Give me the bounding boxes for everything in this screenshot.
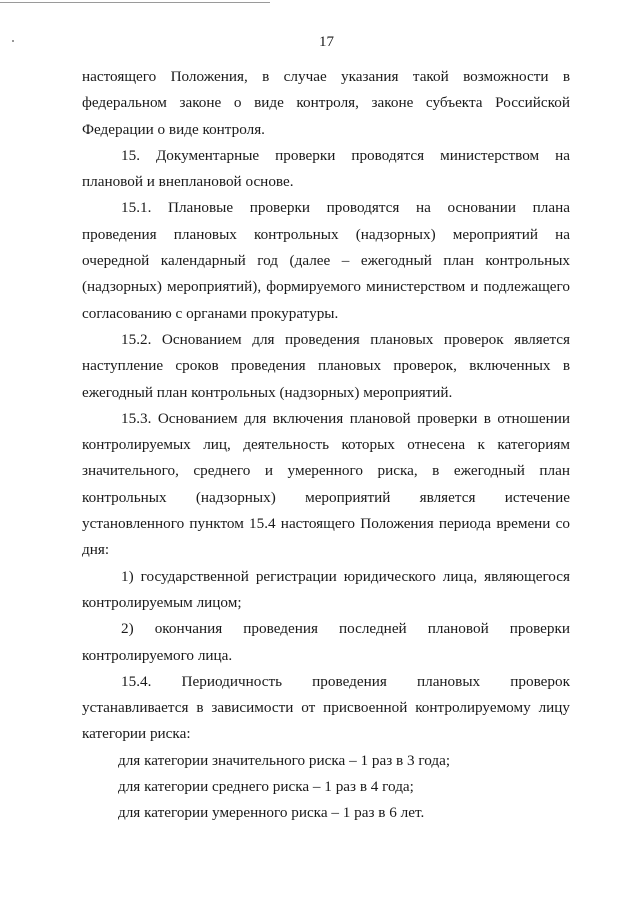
paragraph-15-1: 15.1. Плановые проверки проводятся на основании плана проведения плановых контрольных (надзорных) мероприятий на очередной календарный год (далее – ежегодный план контрольных (надзорных) мероприятий), формируемого министерством и подлежащего согласованию с органами прокуратуры. xyxy=(82,199,570,322)
risk-category-moderate: для категории умеренного риска – 1 раз в 6 лет. xyxy=(118,804,425,822)
page-number: 17 xyxy=(319,34,334,50)
list-item-2: 2) окончания проведения последней плановой проверки контролируемого лица. xyxy=(82,620,570,664)
paragraph-15-2: 15.2. Основанием для проведения плановых проверок является наступление сроков проведения плановых проверок, включенных в ежегодный план контрольных (надзорных) мероприятий. xyxy=(82,330,570,401)
paragraph-15-3: 15.3. Основанием для включения плановой проверки в отношении контролируемых лиц, деятельность которых отнесена к категориям значительного, среднего и умеренного риска, в ежегодный план контрольных (надзорных) мероприятий является истечение установленного пунктом 15.4 настоящего Положения периода времени со дня: xyxy=(82,409,570,559)
risk-category-medium: для категории среднего риска – 1 раз в 4 года; xyxy=(118,778,414,796)
list-item-1: 1) государственной регистрации юридического лица, являющегося контролируемым лицом; xyxy=(82,567,570,611)
scan-edge-line xyxy=(0,2,270,3)
paragraph-continuation: настоящего Положения, в случае указания такой возможности в федеральном законе о виде контроля, законе субъекта Российской Федерации о виде контроля. xyxy=(82,68,570,138)
risk-category-significant: для категории значительного риска – 1 раз в 3 года; xyxy=(118,751,451,769)
document-body xyxy=(82,64,570,827)
paragraph-15: 15. Документарные проверки проводятся министерством на плановой и внеплановой основе. xyxy=(82,146,570,191)
paragraph-15-4: 15.4. Периодичность проведения плановых проверок устанавливается в зависимости от присвоенной контролируемому лицу категории риска: xyxy=(82,672,570,743)
